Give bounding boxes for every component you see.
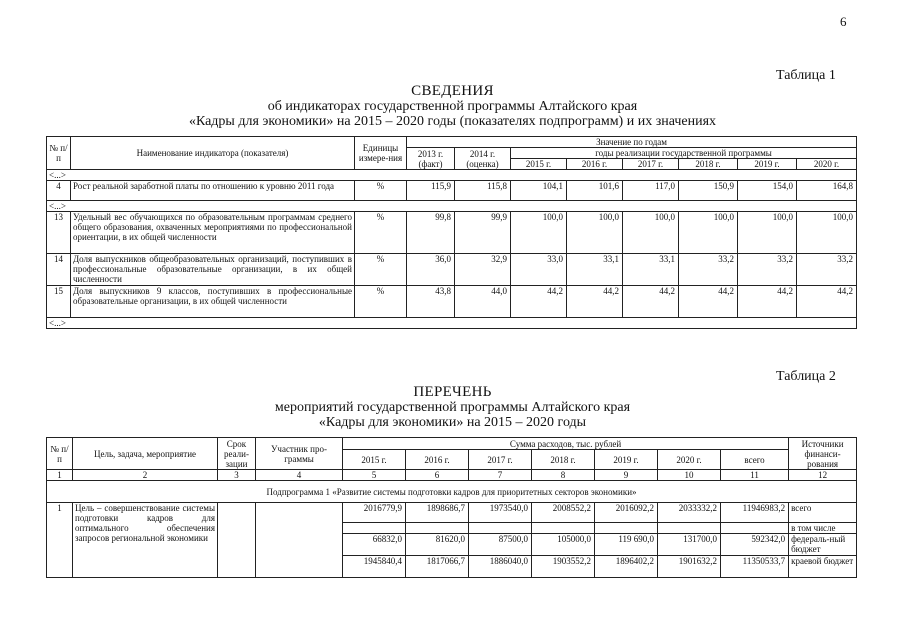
t1-header-unit: Единицы измере-ния [355,137,407,170]
t1-cell: 44,0 [455,286,511,318]
t1-row-name: Удельный вес обучающихся по образовательным программам среднего общего образования, охваченных мероприятиями по профессиональной ориентации, в их общей численности [71,212,355,254]
t1-ellipsis-row: <...> [47,201,857,212]
t2-col-number: 2 [73,470,218,481]
t2-cell [658,523,721,534]
t2-col-number: 7 [469,470,532,481]
t2-cell: 11946983,2 [721,503,789,523]
t2-header-term: Срок реали-зации [218,438,256,470]
t2-source: краевой бюджет [789,556,857,578]
t1-header-year: 2019 г. [738,159,797,170]
t2-cell: 1973540,0 [469,503,532,523]
table-row [47,503,857,523]
table2-subtitle-line1: мероприятий государственной программы Алтайского края [274,400,631,415]
t2-header-participant: Участник про-граммы [256,438,343,470]
t2-cell: 1898686,7 [406,503,469,523]
table1-heading [0,84,905,129]
t2-cell [532,523,595,534]
t2-cell: 2016779,9 [343,503,406,523]
t1-cell: 33,2 [679,254,738,286]
t2-col-number: 4 [256,470,343,481]
table-row [47,212,857,254]
t2-header-year: 2016 г. [406,450,469,470]
t1-header-year: 2020 г. [797,159,857,170]
t2-col-number: 5 [343,470,406,481]
t2-cell [406,523,469,534]
t1-cell: 44,2 [797,286,857,318]
table2-label: Таблица 2 [776,369,836,384]
t1-row-num: 4 [47,181,71,201]
t2-source: в том числе [789,523,857,534]
t1-cell: 33,0 [511,254,567,286]
t2-cell: 2008552,2 [532,503,595,523]
t2-cell: 105000,0 [532,534,595,556]
t2-col-number: 8 [532,470,595,481]
t1-cell: 117,0 [623,181,679,201]
t1-header-impl: годы реализации государственной программы [511,148,857,159]
t2-col-number: 9 [595,470,658,481]
t1-row-num: 13 [47,212,71,254]
t1-cell: 44,2 [567,286,623,318]
t1-cell: 154,0 [738,181,797,201]
t1-cell: 99,8 [407,212,455,254]
page-number: 6 [840,14,847,29]
t2-col-number: 11 [721,470,789,481]
table-row [47,181,857,201]
t2-source: всего [789,503,857,523]
t1-header-year: 2015 г. [511,159,567,170]
t2-term-cell [218,503,256,578]
table2-heading [0,385,905,430]
t1-cell: 100,0 [511,212,567,254]
t1-row-name: Доля выпускников общеобразовательных организаций, поступивших в профессиональные образовательные организации, в их общей численности [71,254,355,286]
t1-header-values: Значение по годам [407,137,857,148]
indicators-table [46,136,857,329]
t1-header-year: 2017 г. [623,159,679,170]
t2-cell: 2016092,2 [595,503,658,523]
t1-header-2013: 2013 г. (факт) [407,148,455,170]
t1-cell: 100,0 [797,212,857,254]
t1-cell: 100,0 [567,212,623,254]
t2-cell [343,523,406,534]
t2-participant-cell [256,503,343,578]
t1-cell: 32,9 [455,254,511,286]
t2-header-year: 2015 г. [343,450,406,470]
table1-subtitle-line1: об индикаторах государственной программы Алтайского края [267,99,638,114]
t2-header-sum: Сумма расходов, тыс. рублей [343,438,789,450]
t1-row-num: 14 [47,254,71,286]
t2-row-num: 1 [47,503,73,578]
table1-subtitle-line2: «Кадры для экономики» на 2015 – 2020 годы (показателях подпрограмм) и их значениях [188,114,717,129]
t1-cell: 33,2 [738,254,797,286]
t1-cell: 150,9 [679,181,738,201]
t1-cell: 33,1 [623,254,679,286]
t1-cell: 104,1 [511,181,567,201]
t2-cell: 131700,0 [658,534,721,556]
t1-ellipsis-row: <...> [47,318,857,329]
table2-title: ПЕРЕЧЕНЬ [413,384,492,400]
t2-cell [595,523,658,534]
t1-cell: 33,2 [797,254,857,286]
t1-row-name: Рост реальной заработной платы по отношению к уровню 2011 года [71,181,355,201]
t2-subprogram-title: Подпрограмма 1 «Развитие системы подготовки кадров для приоритетных секторов экономики» [47,481,857,503]
t2-goal-text: Цель – совершенствование системы подготовки кадров для оптимального обеспечения запросов региональной экономики [73,503,218,578]
t2-header-year: 2017 г. [469,450,532,470]
table1-title: СВЕДЕНИЯ [411,83,494,99]
t2-header-source: Источники финанси-рования [789,438,857,470]
t2-cell: 1886040,0 [469,556,532,578]
t2-source: федераль-ный бюджет [789,534,857,556]
t2-header-year: 2020 г. [658,450,721,470]
t2-cell: 1945840,4 [343,556,406,578]
t1-cell: 44,2 [738,286,797,318]
t2-col-number: 3 [218,470,256,481]
table-row [47,254,857,286]
t1-cell: 33,1 [567,254,623,286]
table2-subtitle-line2: «Кадры для экономики» на 2015 – 2020 годы [318,415,587,430]
t2-cell: 1903552,2 [532,556,595,578]
t1-row-name: Доля выпускников 9 классов, поступивших в профессиональные образовательные организации, в их общей численности [71,286,355,318]
t1-header-year: 2016 г. [567,159,623,170]
t1-cell: 44,2 [511,286,567,318]
t2-cell [721,523,789,534]
t1-header-2014: 2014 г. (оценка) [455,148,511,170]
t2-cell: 2033332,2 [658,503,721,523]
t1-cell: 99,9 [455,212,511,254]
t1-cell: 36,0 [407,254,455,286]
t1-cell: 44,2 [679,286,738,318]
t2-cell: 592342,0 [721,534,789,556]
t1-header-name: Наименование индикатора (показателя) [71,137,355,170]
t1-cell: 115,9 [407,181,455,201]
t1-header-num: № п/п [47,137,71,170]
t2-col-number: 10 [658,470,721,481]
table-row [47,286,857,318]
t1-cell: 164,8 [797,181,857,201]
t1-row-unit: % [355,212,407,254]
table1-label: Таблица 1 [776,68,836,83]
t1-row-unit: % [355,254,407,286]
t2-header-total: всего [721,450,789,470]
t1-row-unit: % [355,181,407,201]
t2-header-year: 2019 г. [595,450,658,470]
t1-cell: 100,0 [679,212,738,254]
t2-header-num: № п/п [47,438,73,470]
t1-cell: 100,0 [738,212,797,254]
t2-cell: 1901632,2 [658,556,721,578]
t2-cell: 1896402,2 [595,556,658,578]
t2-col-number: 6 [406,470,469,481]
t2-col-number: 1 [47,470,73,481]
t2-cell [469,523,532,534]
t1-ellipsis-row: <...> [47,170,857,181]
t1-cell: 43,8 [407,286,455,318]
t2-cell: 11350533,7 [721,556,789,578]
t2-cell: 87500,0 [469,534,532,556]
t2-cell: 119 690,0 [595,534,658,556]
t1-cell: 44,2 [623,286,679,318]
t1-header-year: 2018 г. [679,159,738,170]
t2-header-year: 2018 г. [532,450,595,470]
activities-table [46,437,857,578]
t2-header-goal: Цель, задача, мероприятие [73,438,218,470]
t2-col-number: 12 [789,470,857,481]
t2-cell: 81620,0 [406,534,469,556]
t1-row-unit: % [355,286,407,318]
t2-cell: 1817066,7 [406,556,469,578]
t1-row-num: 15 [47,286,71,318]
t1-cell: 115,8 [455,181,511,201]
t1-cell: 100,0 [623,212,679,254]
t1-cell: 101,6 [567,181,623,201]
t2-cell: 66832,0 [343,534,406,556]
